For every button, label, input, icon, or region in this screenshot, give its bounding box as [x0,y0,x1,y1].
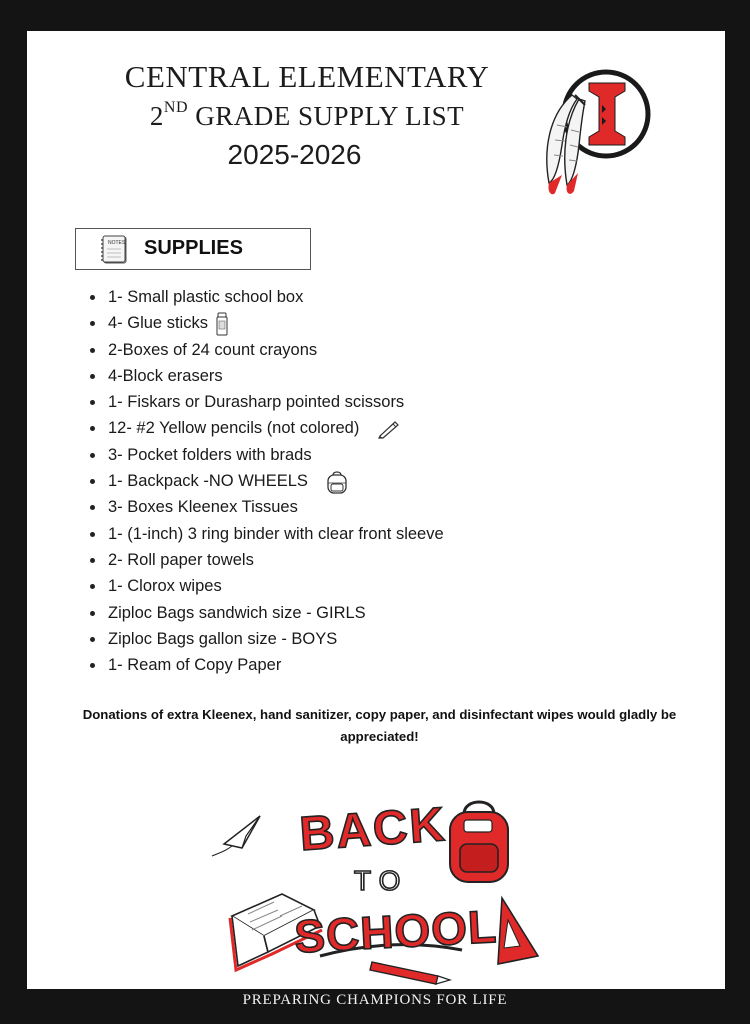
grade-number: 2 [149,101,164,131]
supply-list [87,284,444,678]
bullet [90,584,95,589]
school-logo-icon [527,65,657,215]
list-item [87,310,444,336]
marker-icon [370,962,450,984]
bullet [90,663,95,668]
list-item [87,468,444,494]
notebook-icon-label: NOTES [108,240,126,246]
list-item [87,415,444,441]
bullet [90,321,95,326]
item-text: 2- Roll paper towels [108,550,254,569]
pencil-icon [377,419,401,439]
item-text: Ziploc Bags sandwich size - GIRLS [108,603,366,622]
item-text: 4-Block erasers [108,366,223,385]
supplies-heading: SUPPLIES [144,237,243,259]
grade-title-text: GRADE SUPPLY LIST [195,101,465,131]
bullet [90,611,95,616]
list-item [87,652,444,678]
list-item [87,626,444,652]
back-word: BACK [297,798,448,862]
bullet [90,400,95,405]
item-text: 3- Boxes Kleenex Tissues [108,498,298,517]
grade-title [27,101,587,132]
bullet [90,426,95,431]
bullet [90,637,95,642]
school-year: 2025-2026 [227,139,362,170]
bullet [90,374,95,379]
paper-plane-icon [212,816,260,856]
item-text: 1- Small plastic school box [108,288,304,306]
footer-motto: PREPARING CHAMPIONS FOR LIFE [242,992,508,1008]
grade-suffix: ND [163,99,189,116]
list-item [87,363,444,389]
item-text: 12- #2 Yellow pencils (not colored) [108,419,360,438]
school-word: SCHOOL [293,900,499,963]
bullet [90,558,95,563]
to-word: TO [354,865,409,896]
back-to-school-graphic [202,786,542,986]
item-text: 3- Pocket folders with brads [108,445,312,464]
backpack-icon [324,469,350,495]
bullet [90,453,95,458]
item-text: 1- Fiskars or Durasharp pointed scissors [108,393,405,412]
backpack-icon [450,802,508,882]
item-text: 1- Backpack -NO WHEELS [108,472,308,491]
item-text: 2-Boxes of 24 count crayons [108,340,318,359]
list-item [87,284,444,310]
glue-stick-icon [216,312,228,336]
item-text: 1- (1-inch) 3 ring binder with clear front sleeve [108,524,444,543]
bullet [90,505,95,510]
bullet [90,479,95,484]
list-item [87,600,444,626]
supplies-header-box [75,228,311,270]
notebook-icon [100,235,128,265]
item-text: Ziploc Bags gallon size - BOYS [108,629,338,648]
list-item [87,442,444,468]
list-item [87,337,444,363]
supply-list-sheet [27,31,725,989]
donation-note: Donations of extra Kleenex, hand sanitizer, copy paper, and disinfectant wipes would gladly be appreciated! [82,707,677,744]
item-text: 1- Clorox wipes [108,577,222,596]
item-text: 4- Glue sticks [108,314,208,333]
bullet [90,348,95,353]
item-text: 1- Ream of Copy Paper [108,656,282,675]
bullet [90,295,95,300]
bullet [90,532,95,537]
school-name-title: CENTRAL ELEMENTARY [124,59,490,94]
list-item [87,494,444,520]
triangle-ruler-icon [498,898,538,964]
list-item [87,573,444,599]
list-item [87,547,444,573]
list-item [87,521,444,547]
list-item [87,389,444,415]
